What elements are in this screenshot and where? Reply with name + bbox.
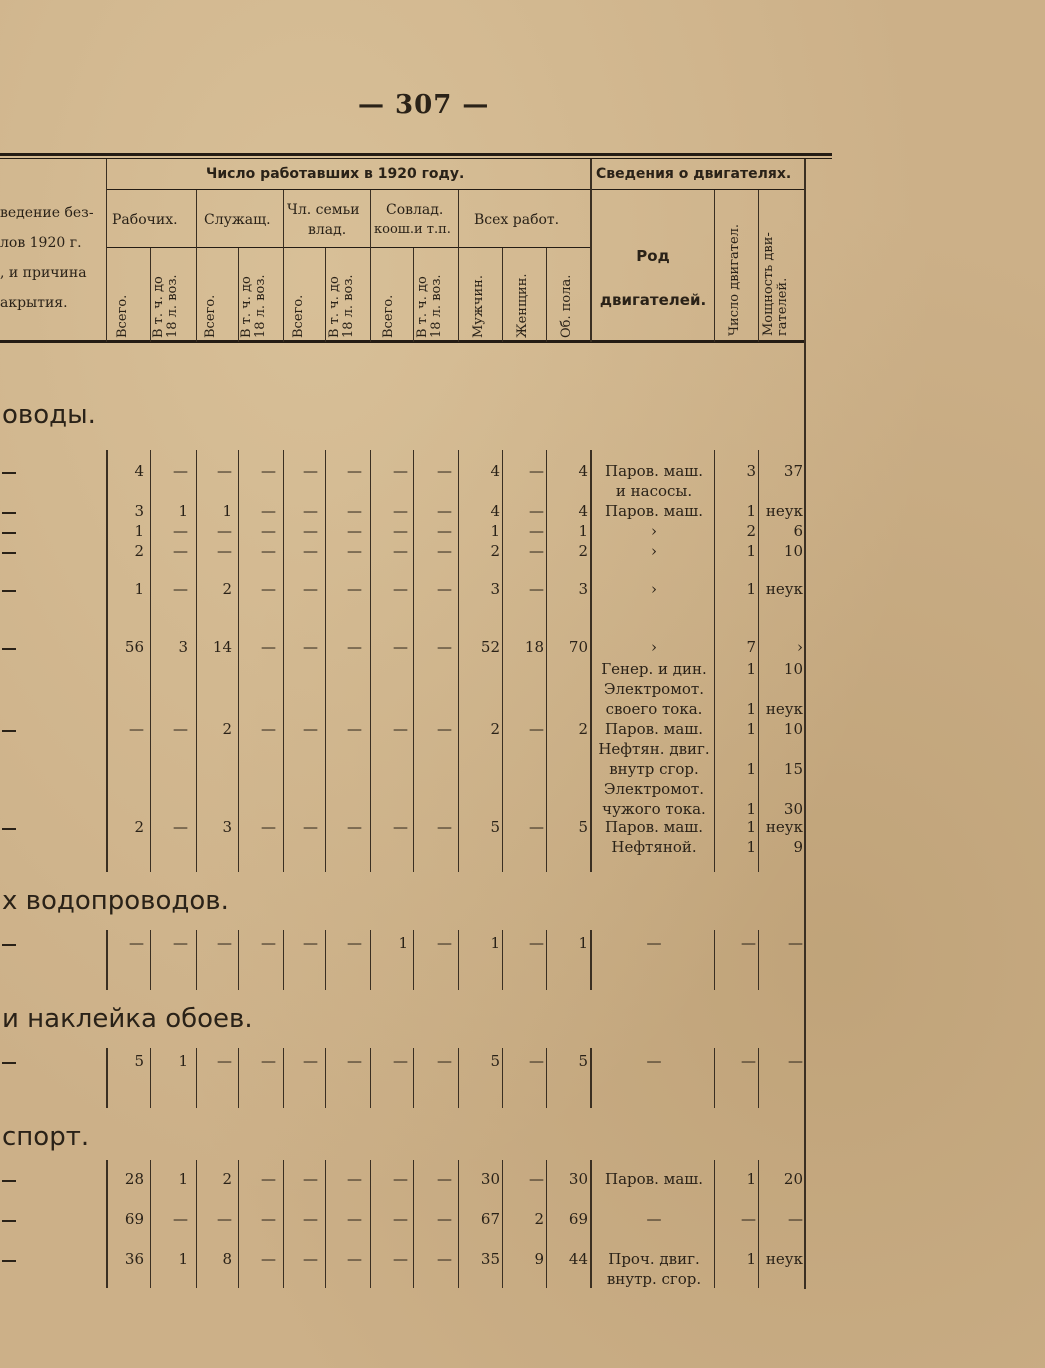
table-cell: —	[173, 542, 188, 560]
table-cell: —	[347, 720, 362, 738]
group-title: Число работавших в 1920 году.	[206, 166, 465, 182]
table-cell: —	[437, 502, 452, 520]
engine-type: Паров. маш.	[605, 462, 703, 480]
engine-power: 30	[783, 800, 803, 818]
engine-count: 1	[746, 502, 756, 520]
table-cell: —	[347, 502, 362, 520]
table-cell: —	[217, 542, 232, 560]
table-cell: 5	[578, 818, 588, 836]
table-cell: —	[217, 522, 232, 540]
col-label-3: Всего.	[203, 294, 218, 338]
row-marker	[2, 730, 16, 732]
table-cell: —	[173, 720, 188, 738]
table-cell: —	[303, 580, 318, 598]
engine-count-header: Число двигател.	[727, 223, 742, 336]
engine-power: 10	[783, 720, 803, 738]
section-title: оводы.	[2, 400, 96, 430]
engine-power: 20	[783, 1170, 803, 1188]
table-cell: 3	[578, 580, 588, 598]
column-rule	[502, 450, 503, 872]
row-marker	[2, 828, 16, 830]
table-cell: —	[437, 542, 452, 560]
table-cell: 1	[490, 522, 500, 540]
col-label-6: В т. ч. до 18 л. воз.	[327, 274, 356, 338]
table-cell: —	[261, 1250, 276, 1268]
table-cell: 1	[134, 522, 144, 540]
table-cell: —	[393, 1170, 408, 1188]
table-cell: —	[261, 720, 276, 738]
table-cell: —	[347, 638, 362, 656]
engine-type: Паров. маш.	[605, 818, 703, 836]
column-rule	[502, 1160, 503, 1288]
row-marker	[2, 532, 16, 534]
engine-power: неук	[765, 502, 803, 520]
table-cell: 1	[398, 934, 408, 952]
table-cell: —	[393, 462, 408, 480]
table-cell: 69	[568, 1210, 588, 1228]
table-cell: —	[437, 1170, 452, 1188]
row-marker	[2, 512, 16, 514]
table-cell: 4	[578, 462, 588, 480]
table-cell: 1	[178, 502, 188, 520]
table-cell: 67	[480, 1210, 500, 1228]
table-cell: —	[303, 462, 318, 480]
table-cell: 70	[568, 638, 588, 656]
engine-power: 15	[783, 760, 803, 778]
engine-type: Электромот.	[604, 780, 704, 798]
engine-count: 1	[746, 580, 756, 598]
table-cell: —	[437, 720, 452, 738]
table-cell: —	[261, 462, 276, 480]
group-family-2: влад.	[308, 222, 347, 238]
table-cell: —	[393, 580, 408, 598]
row-marker	[2, 472, 16, 474]
table-cell: —	[173, 818, 188, 836]
table-cell: 1	[134, 580, 144, 598]
engine-type: Нефтяной.	[611, 838, 697, 856]
engine-type: —	[646, 934, 662, 952]
column-rule	[502, 1048, 503, 1108]
table-cell: —	[303, 1210, 318, 1228]
table-cell: —	[303, 1052, 318, 1070]
table-cell: —	[173, 580, 188, 598]
engine-power: —	[788, 1210, 803, 1228]
engine-type: Паров. маш.	[605, 1170, 703, 1188]
table-cell: —	[303, 720, 318, 738]
table-cell: 5	[490, 818, 500, 836]
engine-count: 1	[746, 660, 756, 678]
group-all-workers: Всех работ.	[474, 212, 560, 228]
table-cell: —	[437, 638, 452, 656]
table-cell: —	[529, 1052, 544, 1070]
table-cell: 56	[124, 638, 144, 656]
table-cell: —	[303, 638, 318, 656]
table-cell: 1	[578, 934, 588, 952]
engines-title: Сведения о двигателях.	[596, 166, 792, 182]
table-cell: 44	[568, 1250, 588, 1268]
table-cell: —	[393, 818, 408, 836]
table-cell: —	[437, 1210, 452, 1228]
section-title: и наклейка обоев.	[2, 1004, 253, 1034]
table-cell: 2	[578, 542, 588, 560]
column-rule	[502, 930, 503, 990]
group-workers: Рабочих.	[112, 212, 178, 228]
table-cell: —	[393, 522, 408, 540]
table-cell: 2	[134, 542, 144, 560]
row-marker	[2, 1180, 16, 1182]
column-rule	[546, 1048, 547, 1108]
table-cell: —	[261, 580, 276, 598]
table-cell: 2	[490, 720, 500, 738]
engine-count: 1	[746, 1170, 756, 1188]
table-cell: —	[261, 638, 276, 656]
table-cell: 18	[524, 638, 544, 656]
table-cell: —	[173, 462, 188, 480]
engine-count: 1	[746, 1250, 756, 1268]
table-cell: —	[347, 1170, 362, 1188]
group-family: Чл. семьи	[287, 202, 360, 218]
table-cell: 2	[490, 542, 500, 560]
col-label-9: Мужчин.	[471, 275, 486, 338]
table-cell: —	[347, 522, 362, 540]
engine-count: 1	[746, 720, 756, 738]
table-cell: —	[393, 1250, 408, 1268]
table-cell: —	[393, 638, 408, 656]
engine-count: —	[741, 1210, 756, 1228]
engine-count: 1	[746, 838, 756, 856]
table-cell: —	[173, 1210, 188, 1228]
col-label-7: Всего.	[381, 294, 396, 338]
table-cell: —	[393, 1210, 408, 1228]
table-cell: —	[347, 462, 362, 480]
table-cell: 2	[222, 720, 232, 738]
table-cell: —	[529, 720, 544, 738]
table-cell: 2	[134, 818, 144, 836]
table-cell: —	[261, 502, 276, 520]
engine-type: —	[646, 1210, 662, 1228]
table-cell: —	[261, 1170, 276, 1188]
col-label-4: В т. ч. до 18 л. воз.	[239, 274, 268, 338]
engine-count: 3	[746, 462, 756, 480]
section-title: спорт.	[2, 1122, 90, 1152]
table-cell: 1	[490, 934, 500, 952]
table-cell: —	[529, 818, 544, 836]
row-marker	[2, 944, 16, 946]
engine-power-header: Мощность дви- гателей.	[761, 232, 790, 336]
table-cell: 1	[178, 1250, 188, 1268]
engines-rule	[592, 189, 804, 190]
table-cell: —	[437, 818, 452, 836]
table-cell: —	[529, 522, 544, 540]
engine-type: чужого тока.	[602, 800, 706, 818]
table-cell: 4	[134, 462, 144, 480]
table-cell: 30	[568, 1170, 588, 1188]
table-cell: —	[303, 1250, 318, 1268]
table-cell: —	[347, 934, 362, 952]
table-cell: 4	[578, 502, 588, 520]
table-cell: 9	[534, 1250, 544, 1268]
engine-type: Проч. двиг.	[608, 1250, 700, 1268]
table-cell: 4	[490, 502, 500, 520]
row-marker	[2, 648, 16, 650]
engine-type: ›	[651, 580, 657, 598]
table-cell: 5	[578, 1052, 588, 1070]
table-cell: —	[217, 462, 232, 480]
engine-power: 37	[783, 462, 803, 480]
table-cell: —	[347, 580, 362, 598]
table-cell: 4	[490, 462, 500, 480]
table-cell: 52	[480, 638, 500, 656]
engine-count: —	[741, 1052, 756, 1070]
table-cell: 2	[578, 720, 588, 738]
row-marker	[2, 1260, 16, 1262]
table-cell: 3	[490, 580, 500, 598]
engine-count: 2	[746, 522, 756, 540]
table-cell: 30	[480, 1170, 500, 1188]
col-label-10: Женщин.	[515, 273, 530, 338]
table-cell: —	[393, 720, 408, 738]
table-cell: —	[437, 1052, 452, 1070]
table-cell: —	[529, 462, 544, 480]
table-cell: 3	[222, 818, 232, 836]
engine-power: 10	[783, 660, 803, 678]
col-label-5: Всего.	[291, 294, 306, 338]
engine-power: неук	[765, 700, 803, 718]
table-cell: 14	[212, 638, 232, 656]
table-cell: 2	[534, 1210, 544, 1228]
group-coowners-2: коош.и т.п.	[374, 222, 451, 237]
table-cell: —	[261, 542, 276, 560]
table-cell: 2	[222, 580, 232, 598]
table-cell: 2	[222, 1170, 232, 1188]
col-label-1: Всего.	[115, 294, 130, 338]
table-cell: —	[393, 502, 408, 520]
engine-count: —	[741, 934, 756, 952]
table-cell: —	[347, 818, 362, 836]
col-label-11: Об. пола.	[559, 274, 574, 338]
table-cell: —	[529, 1170, 544, 1188]
engine-type: ›	[651, 522, 657, 540]
table-cell: —	[261, 1052, 276, 1070]
row-marker	[2, 552, 16, 554]
row-marker	[2, 1062, 16, 1064]
table-cell: —	[437, 934, 452, 952]
table-cell: 8	[222, 1250, 232, 1268]
column-rule	[546, 450, 547, 872]
page-number: — 307 —	[358, 90, 490, 120]
engine-count: 1	[746, 760, 756, 778]
subgroup-rule	[106, 247, 590, 248]
table-cell: 36	[124, 1250, 144, 1268]
table-cell: —	[437, 462, 452, 480]
table-cell: —	[437, 522, 452, 540]
col-label-8: В т. ч. до 18 л. воз.	[415, 274, 444, 338]
engine-count: 1	[746, 542, 756, 560]
engine-power: 10	[783, 542, 803, 560]
engine-power: неук	[765, 818, 803, 836]
table-cell: 5	[134, 1052, 144, 1070]
table-cell: 69	[124, 1210, 144, 1228]
engine-type: ›	[651, 542, 657, 560]
engine-type: и насосы.	[615, 482, 693, 500]
engine-type: внутр сгор.	[609, 760, 699, 778]
header-top-rule	[0, 153, 832, 156]
engine-type: своего тока.	[605, 700, 703, 718]
table-cell: —	[217, 934, 232, 952]
group-coowners: Совлад.	[386, 202, 444, 218]
table-cell: —	[261, 818, 276, 836]
right-border	[804, 159, 806, 1289]
table-cell: —	[393, 1052, 408, 1070]
table-cell: —	[303, 818, 318, 836]
engine-power: 9	[793, 838, 803, 856]
table-cell: —	[303, 522, 318, 540]
table-cell: —	[347, 1052, 362, 1070]
engine-type: Паров. маш.	[605, 502, 703, 520]
engine-power: неук	[765, 580, 803, 598]
group-rule	[106, 189, 590, 190]
table-cell: —	[529, 580, 544, 598]
table-cell: 1	[178, 1052, 188, 1070]
header-top-rule-thin	[0, 158, 832, 159]
engine-type: Нефтян. двиг.	[598, 740, 710, 758]
table-cell: 35	[480, 1250, 500, 1268]
table-cell: —	[173, 934, 188, 952]
table-cell: —	[173, 522, 188, 540]
engine-type: Электромот.	[604, 680, 704, 698]
left-column-header: ведение без- лов 1920 г. , и причина акрытия.	[0, 205, 94, 311]
table-cell: —	[347, 1210, 362, 1228]
table-cell: 1	[222, 502, 232, 520]
column-rule	[458, 1160, 459, 1288]
group-staff: Служащ.	[204, 212, 271, 228]
engine-power: 6	[793, 522, 803, 540]
table-cell: —	[303, 1170, 318, 1188]
table-cell: —	[529, 542, 544, 560]
table-cell: —	[129, 934, 144, 952]
table-cell: —	[437, 580, 452, 598]
table-cell: 28	[124, 1170, 144, 1188]
table-cell: —	[261, 1210, 276, 1228]
row-marker	[2, 1220, 16, 1222]
engine-power: неук	[765, 1250, 803, 1268]
table-cell: —	[217, 1052, 232, 1070]
engine-count: 7	[746, 638, 756, 656]
table-cell: —	[437, 1250, 452, 1268]
engine-type: Генер. и дин.	[601, 660, 707, 678]
column-rule	[546, 930, 547, 990]
engine-count: 1	[746, 700, 756, 718]
engine-type: ›	[651, 638, 657, 656]
table-cell: 3	[134, 502, 144, 520]
table-cell: 5	[490, 1052, 500, 1070]
table-cell: 3	[178, 638, 188, 656]
header-bottom-rule	[0, 340, 804, 343]
engine-type-header: Род двигателей.	[599, 247, 707, 309]
table-cell: —	[393, 542, 408, 560]
table-cell: 1	[578, 522, 588, 540]
table-cell: —	[347, 542, 362, 560]
engine-power: ›	[797, 638, 803, 656]
row-marker	[2, 590, 16, 592]
column-rule	[458, 450, 459, 872]
table-cell: —	[261, 522, 276, 540]
engine-count: 1	[746, 800, 756, 818]
column-rule	[546, 1160, 547, 1288]
engine-power: —	[788, 934, 803, 952]
table-cell: —	[347, 1250, 362, 1268]
column-rule	[458, 930, 459, 990]
engine-type: —	[646, 1052, 662, 1070]
table-cell: —	[303, 934, 318, 952]
engine-type: Паров. маш.	[605, 720, 703, 738]
engine-type: внутр. сгор.	[606, 1270, 702, 1288]
table-cell: —	[303, 542, 318, 560]
engine-power: —	[788, 1052, 803, 1070]
table-cell: —	[129, 720, 144, 738]
engine-count: 1	[746, 818, 756, 836]
table-cell: —	[529, 934, 544, 952]
section-title: х водопроводов.	[2, 886, 229, 916]
table-cell: —	[303, 502, 318, 520]
col-label-2: В т. ч. до 18 л. воз.	[151, 274, 180, 338]
column-rule	[458, 1048, 459, 1108]
table-cell: —	[529, 502, 544, 520]
table-cell: 1	[178, 1170, 188, 1188]
table-cell: —	[261, 934, 276, 952]
table-cell: —	[217, 1210, 232, 1228]
